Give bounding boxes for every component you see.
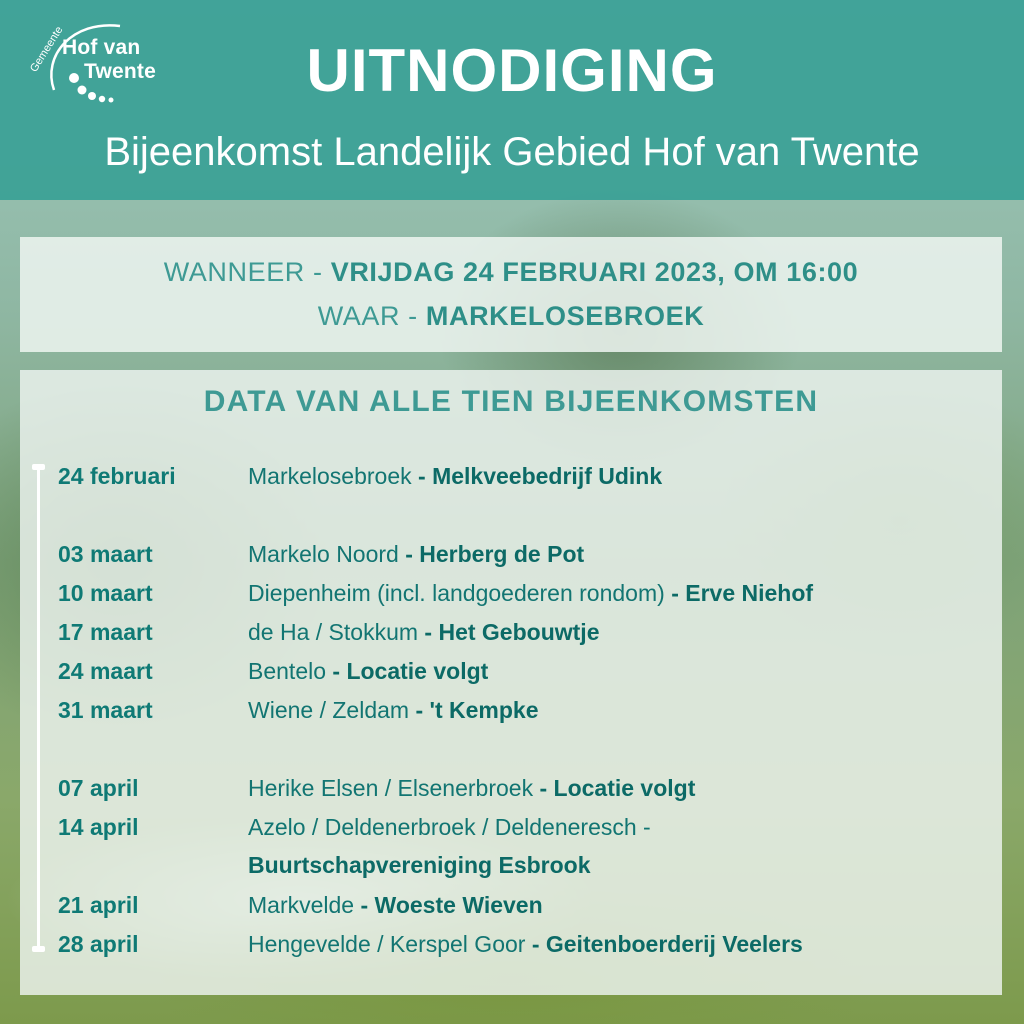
when-row: [20, 257, 1002, 288]
meeting-date: 14 april: [58, 814, 139, 840]
meeting-date: 07 april: [58, 775, 139, 801]
dates-title: DATA VAN ALLE TIEN BIJEENKOMSTEN: [203, 385, 819, 418]
logo-text-line1: Hof van: [62, 36, 141, 59]
meeting-location: [248, 541, 584, 568]
meeting-date: 21 april: [58, 892, 139, 918]
header-banner: [0, 0, 1024, 200]
list-item: [0, 541, 1024, 571]
list-item: [0, 892, 1024, 922]
meeting-location: [248, 931, 803, 958]
meeting-venue: - Geitenboerderij Veelers: [531, 931, 803, 957]
page-title: UITNODIGING: [306, 37, 718, 104]
list-item: [0, 697, 1024, 727]
meeting-date: 24 februari: [58, 463, 176, 489]
list-item: [0, 775, 1024, 805]
meeting-date: 24 maart: [58, 658, 153, 684]
meeting-location: [248, 775, 695, 802]
logo-gemeente-text: Gemeente: [28, 24, 66, 75]
meeting-date: 03 maart: [58, 541, 153, 567]
meeting-place: Hengevelde / Kerspel Goor: [248, 931, 526, 957]
meeting-place: Wiene / Zeldam: [248, 697, 410, 723]
meeting-place: Diepenheim (incl. landgoederen rondom): [248, 580, 665, 606]
meeting-venue: - Het Gebouwtje: [424, 619, 600, 645]
list-item: [0, 580, 1024, 610]
list-item: [0, 814, 1024, 844]
event-info-box: [20, 237, 1002, 352]
meeting-date: 28 april: [58, 931, 139, 957]
meeting-venue: - Locatie volgt: [539, 775, 696, 801]
meeting-place: Bentelo: [248, 658, 327, 684]
meeting-location: [248, 852, 591, 879]
page-subtitle: Bijeenkomst Landelijk Gebied Hof van Twente: [104, 130, 920, 174]
meeting-place: Azelo / Deldenerbroek / Deldeneresch -: [248, 814, 651, 840]
logo-text-line2: Twente: [84, 60, 156, 83]
meeting-location: [248, 697, 539, 724]
meeting-date: 17 maart: [58, 619, 153, 645]
meeting-place: de Ha / Stokkum: [248, 619, 419, 645]
meeting-place: Markvelde: [248, 892, 355, 918]
when-value: VRIJDAG 24 FEBRUARI 2023, OM 16:00: [330, 257, 859, 287]
meeting-venue: - Melkveebedrijf Udink: [418, 463, 663, 489]
meeting-venue: - Woeste Wieven: [360, 892, 543, 918]
meeting-location: [248, 463, 662, 490]
meeting-location: [248, 619, 599, 646]
list-item: [0, 463, 1024, 493]
meeting-place: Markelosebroek: [248, 463, 412, 489]
meeting-venue: Buurtschapvereniging Esbrook: [248, 852, 591, 878]
when-label: WANNEER -: [163, 257, 323, 287]
meeting-place: Markelo Noord: [248, 541, 399, 567]
list-item: [0, 931, 1024, 961]
meeting-date: 31 maart: [58, 697, 153, 723]
where-row: [20, 301, 1002, 332]
meeting-location: [248, 580, 813, 607]
meeting-venue: - 't Kempke: [415, 697, 539, 723]
list-item: [0, 658, 1024, 688]
meeting-place: Herike Elsen / Elsenerbroek: [248, 775, 534, 801]
meeting-venue: - Locatie volgt: [332, 658, 489, 684]
meeting-date: 10 maart: [58, 580, 153, 606]
list-item-continuation: [0, 852, 1024, 882]
where-value: MARKELOSEBROEK: [425, 301, 705, 331]
list-item: [0, 619, 1024, 649]
meeting-venue: - Erve Niehof: [671, 580, 814, 606]
meeting-location: [248, 658, 488, 685]
meeting-location: [248, 892, 543, 919]
where-label: WAAR -: [317, 301, 418, 331]
meeting-location: [248, 814, 651, 841]
meeting-venue: - Herberg de Pot: [405, 541, 585, 567]
